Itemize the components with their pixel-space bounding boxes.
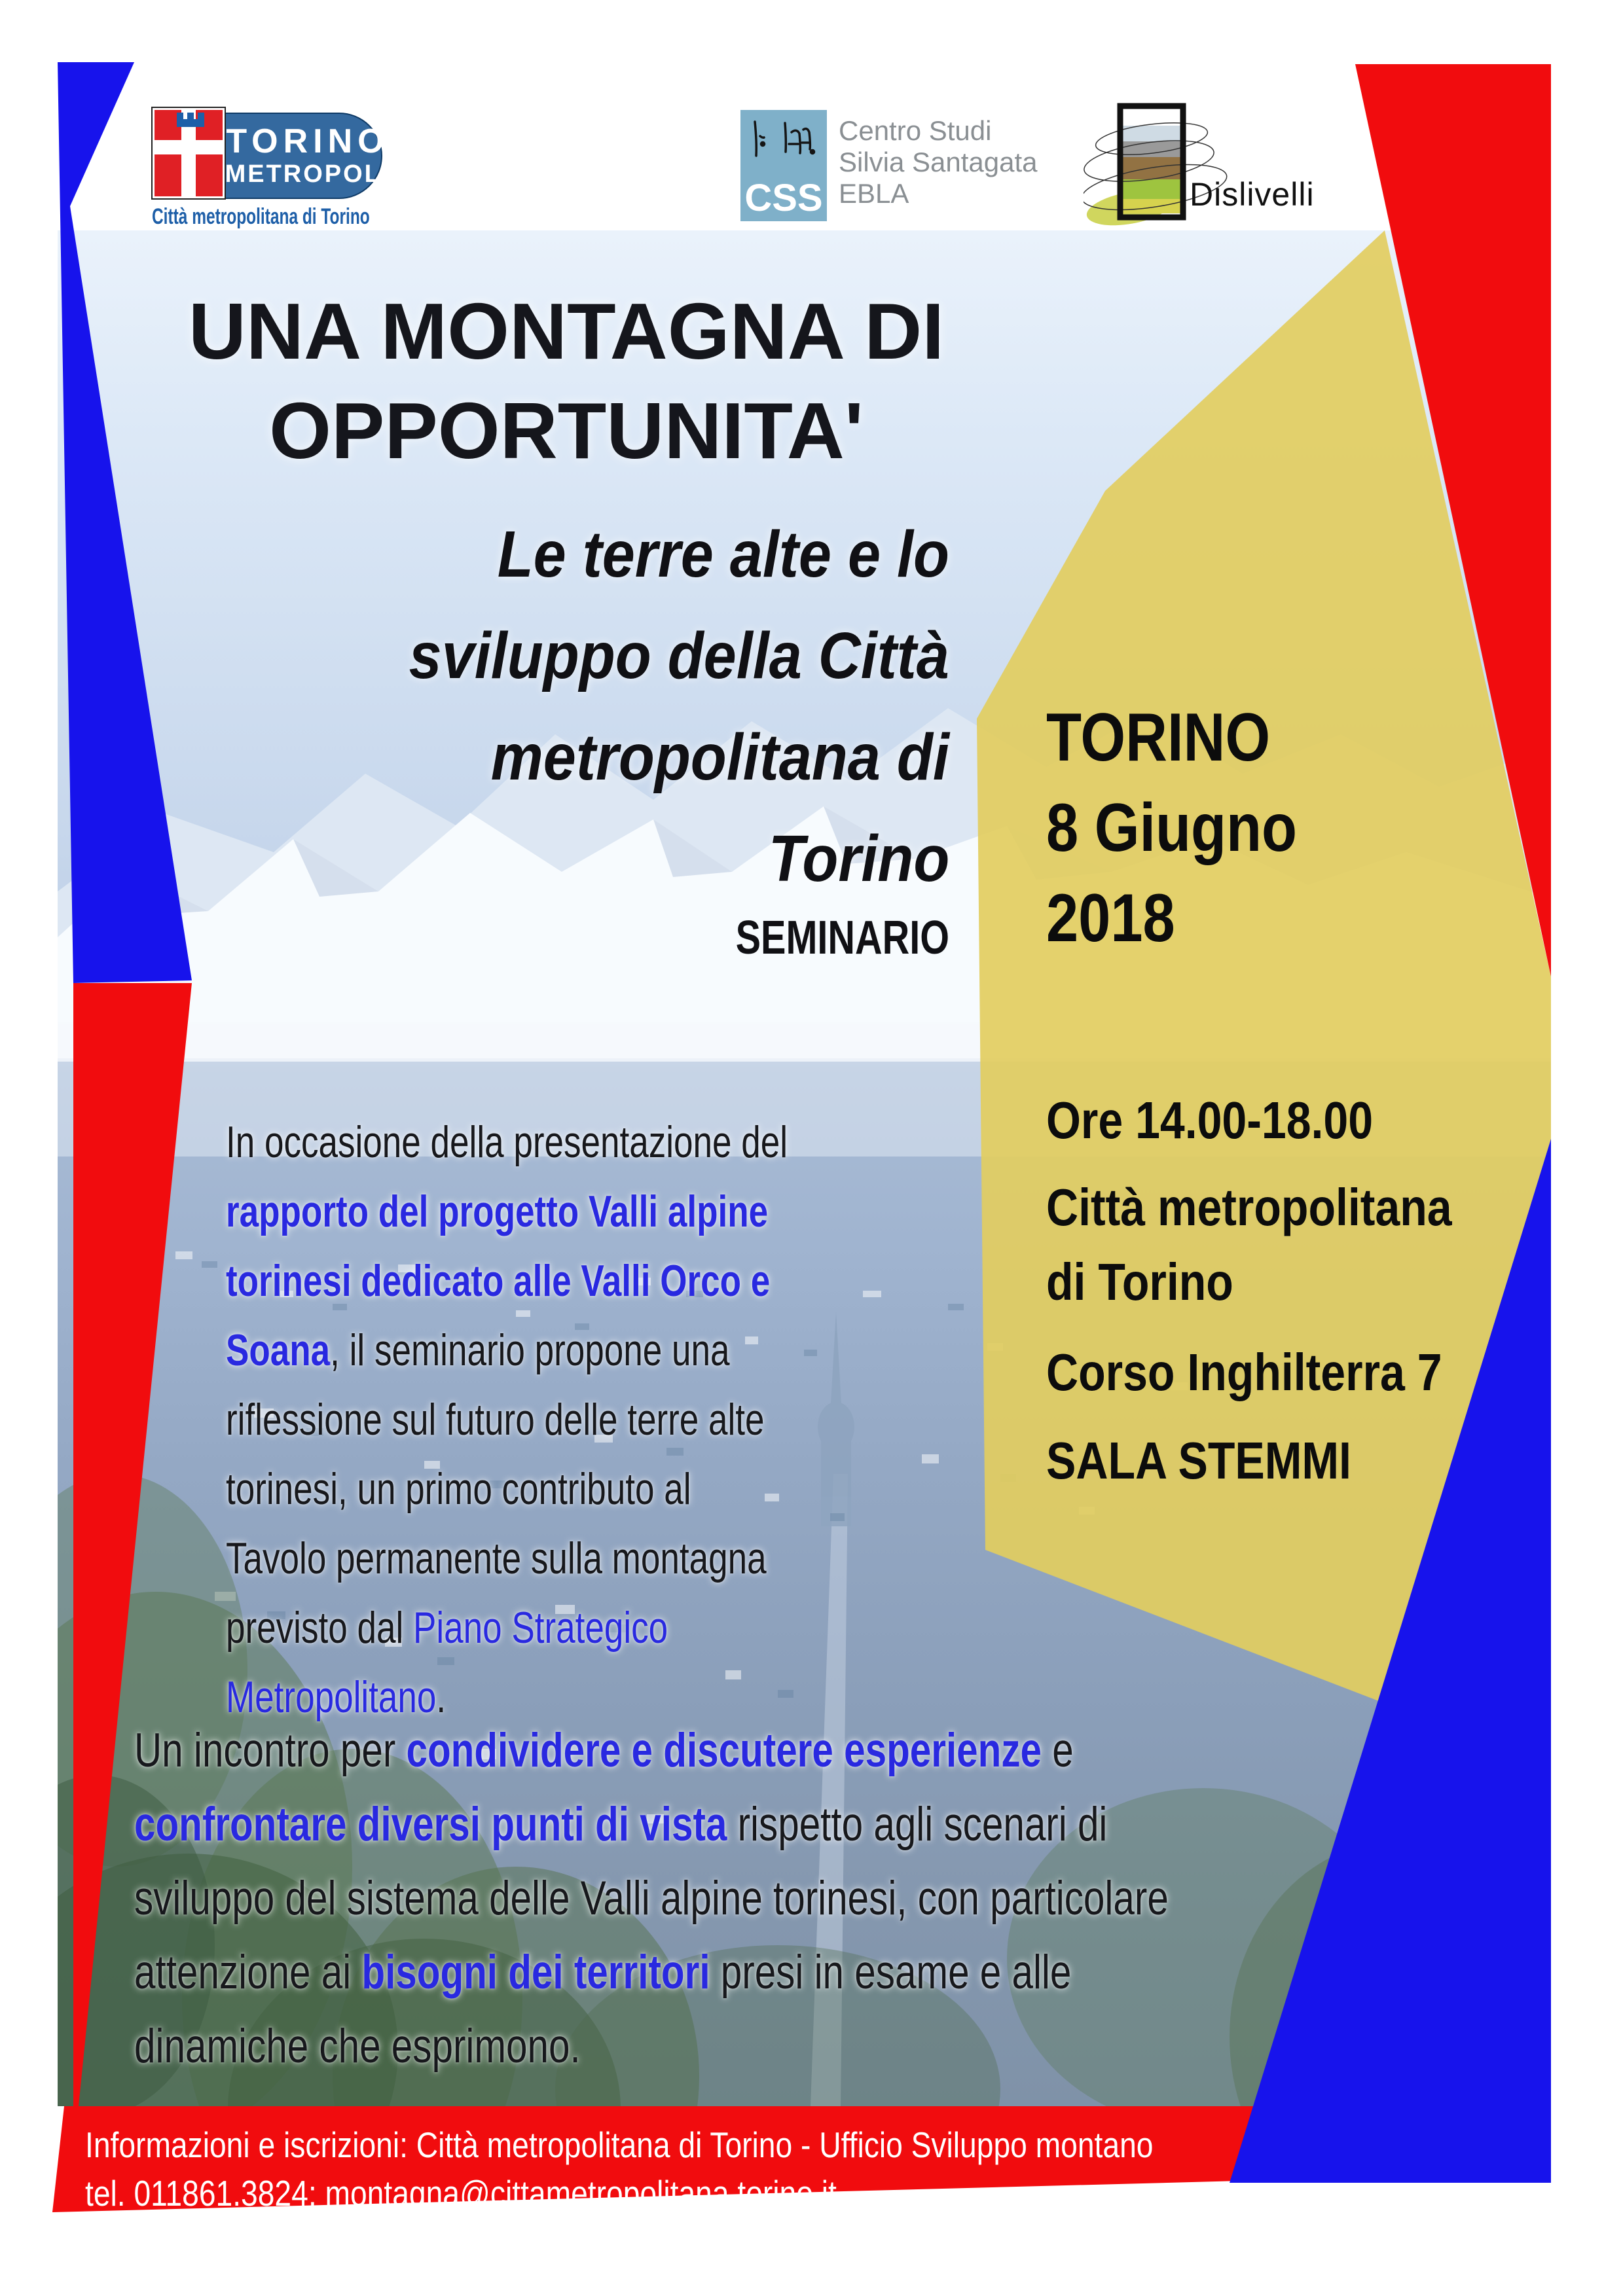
closing-line4: attenzione ai bisogni dei territori presi in esame e alle <box>134 1946 1072 1999</box>
closing-line2: confrontare diversi punti di vista rispetto agli scenari di <box>134 1798 1108 1851</box>
main-paragraph-line8: previsto dal Piano Strategico <box>226 1603 668 1653</box>
torino-metropoli-caption: Città metropolitana di Torino <box>152 204 370 229</box>
closing-line5: dinamiche che esprimono. <box>134 2020 581 2073</box>
event-date-line1: 8 Giugno <box>1046 790 1298 866</box>
css-ebla-line3: EBLA <box>839 178 909 209</box>
dislivelli-name: Dislivelli <box>1190 176 1315 213</box>
torino-metropoli-line1: TORINO <box>226 122 390 160</box>
main-paragraph-line2: rapporto del progetto Valli alpine <box>226 1187 769 1236</box>
subtitle-line3: metropolitana di <box>490 721 949 794</box>
main-paragraph-line9: Metropolitano. <box>226 1672 447 1722</box>
event-time: Ore 14.00-18.00 <box>1046 1091 1374 1149</box>
title-line1: UNA MONTAGNA DI <box>188 287 945 376</box>
title-line2: OPPORTUNITA' <box>269 386 864 475</box>
event-venue-line2: di Torino <box>1046 1253 1233 1311</box>
subtitle-line2: sviluppo della Città <box>409 619 949 692</box>
main-paragraph-line1: In occasione della presentazione del <box>226 1117 788 1167</box>
main-paragraph-line6: torinesi, un primo contributo al <box>226 1464 691 1514</box>
main-paragraph-line3: torinesi dedicato alle Valli Orco e <box>226 1256 771 1306</box>
footer-line2: tel. 011861.3824; montagna@cittametropolitana.torino.it <box>85 2173 837 2214</box>
subtitle-line4: Torino <box>768 822 949 895</box>
main-paragraph-line4: Soana, il seminario propone una <box>226 1325 730 1375</box>
event-city: TORINO <box>1046 700 1271 776</box>
css-ebla-line2: Silvia Santagata <box>839 147 1038 177</box>
event-venue-line1: Città metropolitana <box>1046 1178 1452 1236</box>
footer-line1: Informazioni e iscrizioni: Città metropolitana di Torino - Ufficio Sviluppo montano <box>85 2125 1154 2165</box>
main-paragraph-line5: riflessione sul futuro delle terre alte <box>226 1395 765 1444</box>
torino-metropoli-line2: METROPOLI <box>225 160 391 188</box>
css-ebla-line1: Centro Studi <box>839 115 992 146</box>
event-address: Corso Inghilterra 7 <box>1046 1343 1442 1401</box>
css-abbr: CSS <box>744 177 823 219</box>
main-paragraph-line7: Tavolo permanente sulla montagna <box>226 1534 767 1583</box>
event-date-line2: 2018 <box>1046 880 1175 956</box>
closing-line3: sviluppo del sistema delle Valli alpine torinesi, con particolare <box>134 1872 1169 1925</box>
closing-line1: Un incontro per condividere e discutere esperienze e <box>134 1724 1074 1777</box>
seminar-label: SEMINARIO <box>735 912 949 964</box>
event-room: SALA STEMMI <box>1046 1431 1351 1490</box>
subtitle-line1: Le terre alte e lo <box>497 518 949 591</box>
right-blue-band <box>1230 1139 1551 2183</box>
